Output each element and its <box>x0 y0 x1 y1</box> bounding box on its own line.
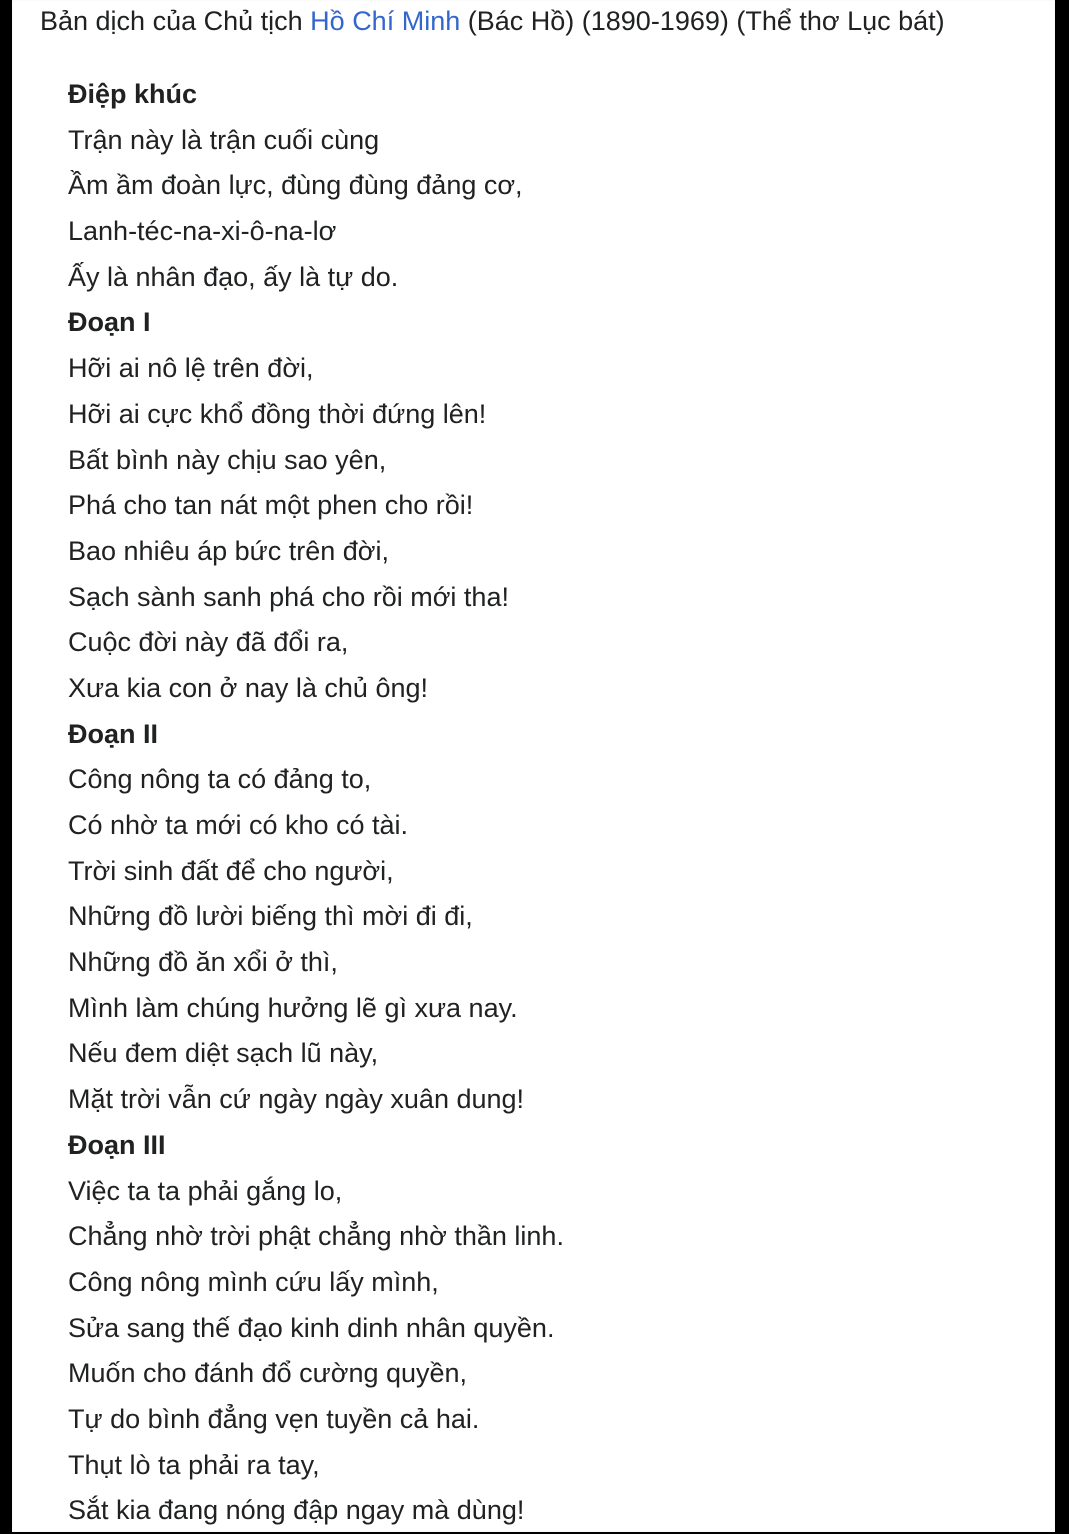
poem-line: Công nông mình cứu lấy mình, <box>68 1266 439 1297</box>
poem-line: Những đồ lười biếng thì mời đi đi, <box>68 901 473 932</box>
poem-line: Sắt kia đang nóng đập ngay mà dùng! <box>68 1495 525 1526</box>
poem-line: Muốn cho đánh đổ cường quyền, <box>68 1358 468 1389</box>
poem-line: Mặt trời vẫn cứ ngày ngày xuân dung! <box>68 1084 525 1115</box>
ho-chi-minh-link[interactable]: Hồ Chí Minh <box>310 6 461 36</box>
section-heading: Đoạn II <box>68 718 159 749</box>
document-page <box>12 0 1055 1532</box>
poem-line: Công nông ta có đảng to, <box>68 764 372 795</box>
poem-line: Cuộc đời này đã đổi ra, <box>68 627 349 658</box>
section-heading: Đoạn III <box>68 1129 166 1160</box>
poem-line: Sạch sành sanh phá cho rồi mới tha! <box>68 581 509 612</box>
poem-line: Nếu đem diệt sạch lũ này, <box>68 1038 379 1069</box>
poem-line: Trời sinh đất để cho người, <box>68 855 394 886</box>
section-heading: Đoạn I <box>68 307 151 338</box>
poem-line: Sửa sang thế đạo kinh dinh nhân quyền. <box>68 1312 555 1343</box>
poem-line: Ấy là nhân đạo, ấy là tự do. <box>68 261 399 292</box>
poem-line: Chẳng nhờ trời phật chẳng nhờ thần linh. <box>68 1221 564 1252</box>
section-heading: Điệp khúc <box>68 79 198 109</box>
poem-line: Bất bình này chịu sao yên, <box>68 444 387 475</box>
intro-line <box>40 2 1040 40</box>
poem-line: Việc ta ta phải gắng lo, <box>68 1175 343 1206</box>
poem-line: Hỡi ai nô lệ trên đời, <box>68 353 314 384</box>
poem-line: Có nhờ ta mới có kho có tài. <box>68 810 409 840</box>
poem-line: Lanh-téc-na-xi-ô-na-lơ <box>68 216 337 247</box>
poem-line: Trận này là trận cuối cùng <box>68 124 380 155</box>
poem-line: Tự do bình đẳng vẹn tuyền cả hai. <box>68 1403 480 1434</box>
poem-line: Hỡi ai cực khổ đồng thời đứng lên! <box>68 398 487 429</box>
poem-line: Mình làm chúng hưởng lẽ gì xưa nay. <box>68 992 518 1023</box>
intro-text-after: (Bác Hồ) (1890-1969) (Thể thơ Lục bát) <box>460 6 945 36</box>
poem-line: Bao nhiêu áp bức trên đời, <box>68 535 389 566</box>
poem-line: Thụt lò ta phải ra tay, <box>68 1449 320 1480</box>
poem-line: Phá cho tan nát một phen cho rồi! <box>68 490 474 521</box>
poem <box>68 72 1028 1534</box>
poem-line: Ầm ầm đoàn lực, đùng đùng đảng cơ, <box>68 170 523 201</box>
poem-line: Những đồ ăn xổi ở thì, <box>68 947 338 978</box>
intro-text-before: Bản dịch của Chủ tịch <box>40 6 311 36</box>
poem-line: Xưa kia con ở nay là chủ ông! <box>68 672 428 703</box>
